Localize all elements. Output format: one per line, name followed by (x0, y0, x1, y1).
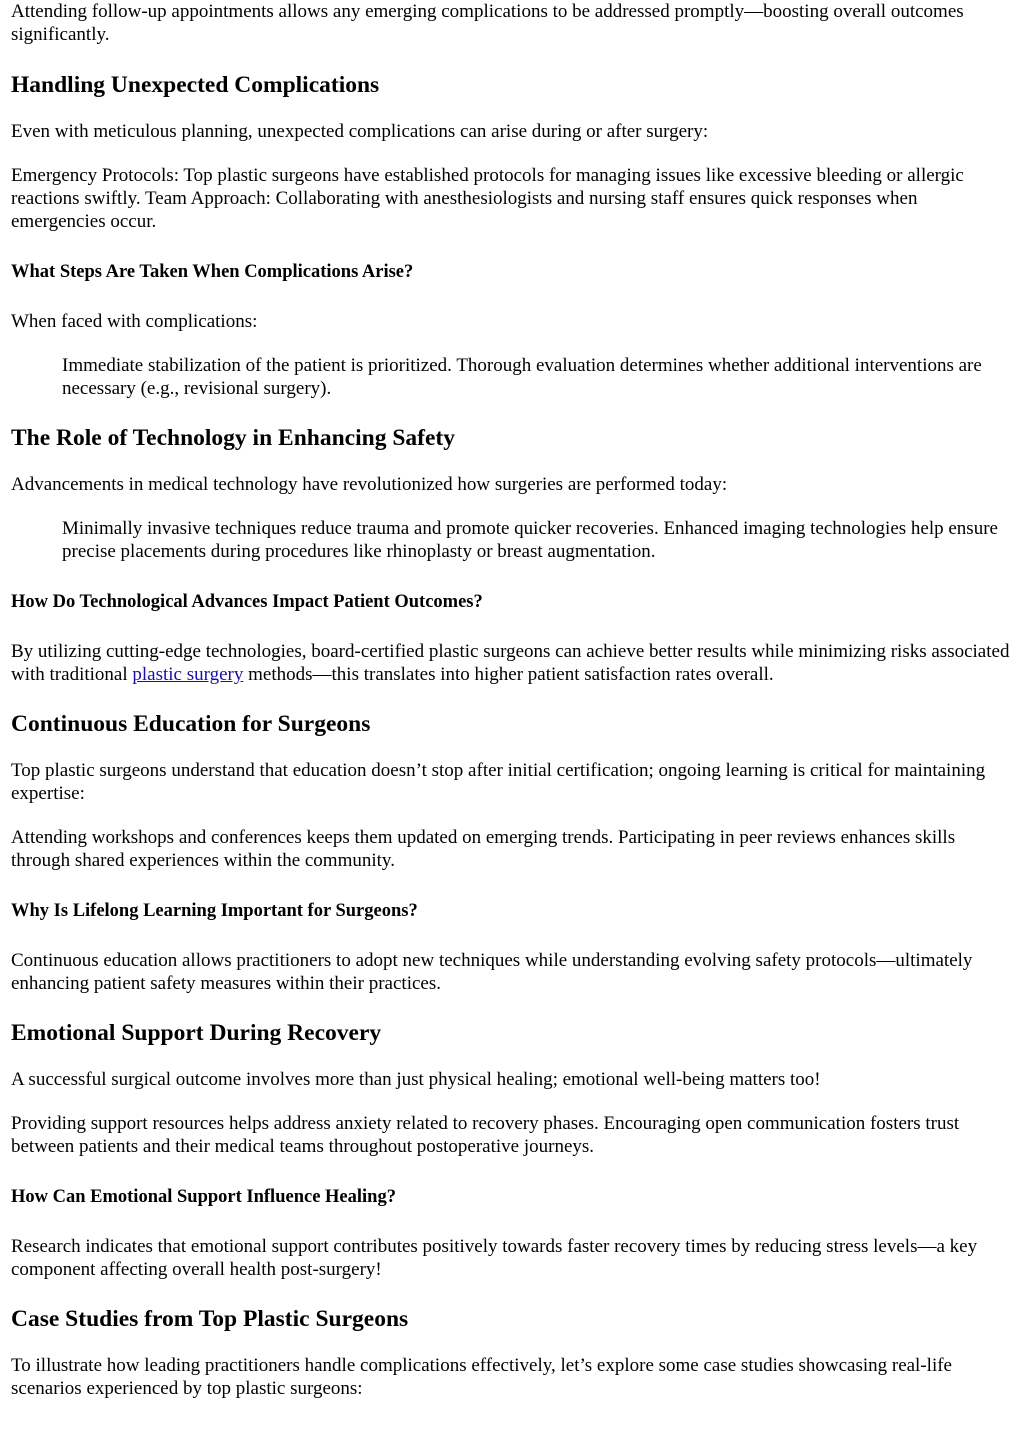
paragraph-text: methods—this translates into higher patient satisfaction rates overall. (243, 664, 774, 685)
section-heading: Case Studies from Top Plastic Surgeons (11, 1306, 409, 1332)
paragraph: Emergency Protocols: Top plastic surgeons have established protocols for managing issues like excessive bleeding or allergic reactions swiftly. Team Approach: Collaborating with anesthesiologists and nursing staff ensures quick responses when emergencies occur. (11, 165, 964, 232)
subsection-heading: How Do Technological Advances Impact Patient Outcomes? (11, 592, 483, 612)
paragraph: Continuous education allows practitioners to adopt new techniques while understanding evolving safety protocols—ultimately enhancing patient safety measures within their practices. (11, 950, 973, 994)
indented-block: Immediate stabilization of the patient is prioritized. Thorough evaluation determines whether additional interventions are necessary (e.g., revisional surgery). (62, 355, 982, 399)
paragraph: Research indicates that emotional support contributes positively towards faster recovery times by reducing stress levels—a key component affecting overall health post-surgery! (11, 1236, 978, 1280)
paragraph: Providing support resources helps address anxiety related to recovery phases. Encouraging open communication fosters trust between patients and their medical teams throughout postoperative journeys. (11, 1113, 960, 1157)
paragraph: To illustrate how leading practitioners handle complications effectively, let’s explore some case studies showcasing real-life scenarios experienced by top plastic surgeons: (11, 1355, 952, 1399)
section-heading: Handling Unexpected Complications (11, 72, 380, 98)
paragraph: Top plastic surgeons understand that education doesn’t stop after initial certification; ongoing learning is critical for maintaining expertise: (11, 760, 986, 804)
subsection-heading: How Can Emotional Support Influence Healing? (11, 1187, 396, 1207)
paragraph-text: By utilizing cutting-edge technologies, board-certified plastic surgeons can achieve better results while minimizing risks associated with traditional (11, 641, 1010, 685)
section-heading: Continuous Education for Surgeons (11, 711, 371, 737)
paragraph: Advancements in medical technology have revolutionized how surgeries are performed today: (11, 474, 728, 495)
section-heading: The Role of Technology in Enhancing Safety (11, 425, 455, 451)
subsection-heading: Why Is Lifelong Learning Important for Surgeons? (11, 901, 418, 921)
indented-block: Minimally invasive techniques reduce trauma and promote quicker recoveries. Enhanced imaging technologies help ensure precise placements during procedures like rhinoplasty or breast augmentation. (62, 518, 998, 562)
paragraph: Even with meticulous planning, unexpected complications can arise during or after surgery: (11, 121, 709, 142)
intro-paragraph: Attending follow-up appointments allows any emerging complications to be addressed promptly—boosting overall outcomes significantly. (11, 1, 964, 45)
section-heading: Emotional Support During Recovery (11, 1020, 382, 1046)
paragraph: When faced with complications: (11, 311, 258, 332)
paragraph: Attending workshops and conferences keeps them updated on emerging trends. Participating in peer reviews enhances skills through shared experiences within the community. (11, 827, 956, 871)
plastic-surgery-link[interactable]: plastic surgery (132, 664, 244, 685)
paragraph: A successful surgical outcome involves more than just physical healing; emotional well-being matters too! (11, 1069, 821, 1090)
subsection-heading: What Steps Are Taken When Complications Arise? (11, 262, 414, 282)
paragraph (11, 640, 1012, 686)
